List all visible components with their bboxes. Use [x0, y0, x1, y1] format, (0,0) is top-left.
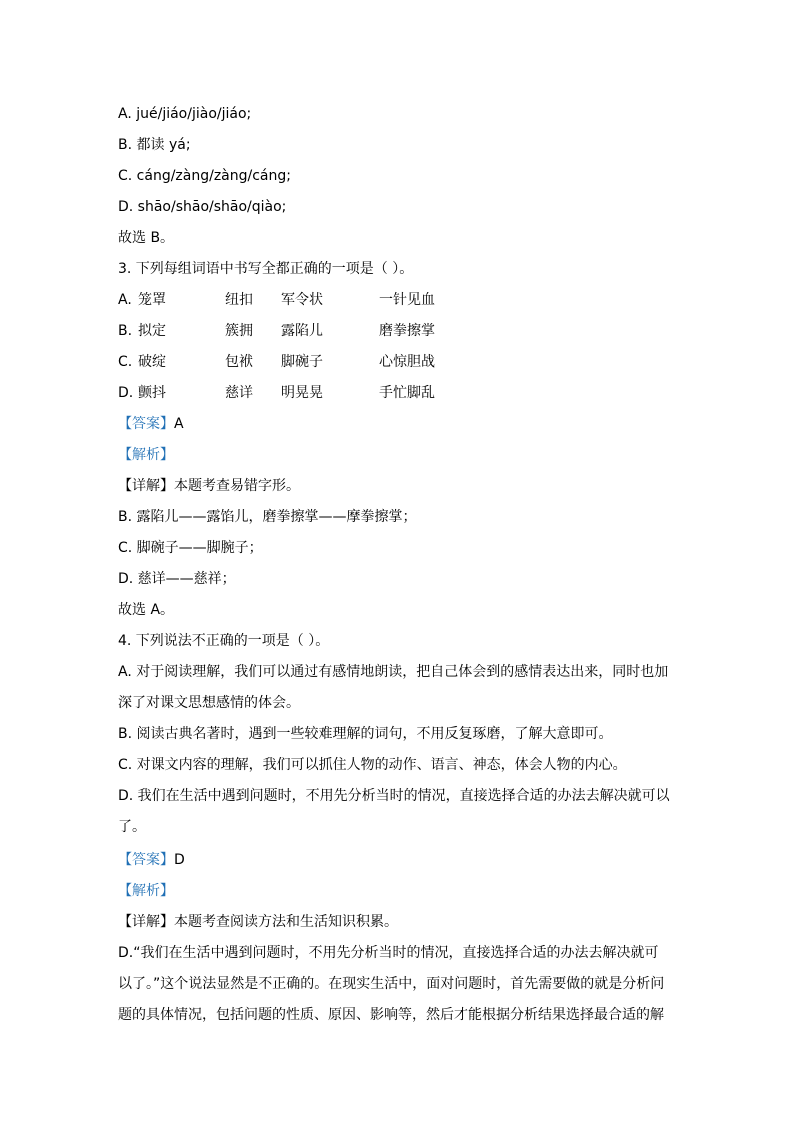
option-word: 纽扣: [225, 292, 253, 308]
q4-option-a-line2: 深了对课文思想感情的体会。: [118, 695, 300, 711]
q3-explanation-b: B. 露陷儿——露馅儿，磨拳擦掌——摩拳擦掌；: [118, 509, 417, 525]
answer-value: A: [174, 416, 184, 432]
option-word: 心惊胆战: [379, 354, 435, 370]
answer-tag: 【答案】: [118, 416, 174, 432]
option-word: 拟定: [138, 323, 166, 339]
option-label: B.: [118, 323, 133, 339]
q2-option-c-pinyin: C. cáng/zàng/zàng/cáng;: [118, 168, 291, 184]
answer-tag: 【答案】: [118, 852, 174, 868]
option-label: C.: [118, 354, 133, 370]
q3-answer: [118, 415, 184, 433]
q4-explanation-line1: D.“我们在生活中遇到问题时，不用先分析当时的情况，直接选择合适的办法去解决就可: [118, 945, 659, 961]
q3-explanation-d: D. 慈详——慈祥；: [118, 571, 236, 587]
option-word: 明晃晃: [281, 385, 323, 401]
q4-option-d-line2: 了。: [118, 819, 146, 835]
option-word: 脚碗子: [281, 354, 323, 370]
q3-choose: 故选 A。: [118, 602, 175, 618]
option-label: D.: [118, 385, 134, 401]
q3-analysis-tag: 【解析】: [118, 447, 174, 463]
q4-option-a-line1: A. 对于阅读理解，我们可以通过有感情地朗读，把自己体会到的感情表达出来，同时也加: [118, 664, 669, 680]
option-word: 一针见血: [379, 292, 435, 308]
option-word: 簇拥: [225, 323, 253, 339]
q3-detail: 【详解】本题考查易错字形。: [118, 478, 300, 494]
q4-stem: 4. 下列说法不正确的一项是（ ）。: [118, 633, 330, 649]
q4-option-c: C. 对课文内容的理解，我们可以抓住人物的动作、语言、神态，体会人物的内心。: [118, 757, 627, 773]
option-word: 军令状: [281, 292, 323, 308]
option-word: 包袱: [225, 354, 253, 370]
option-word: 慈详: [225, 385, 253, 401]
q2-option-a-pinyin: A. jué/jiáo/jiào/jiáo;: [118, 106, 252, 122]
q3-stem: 3. 下列每组词语中书写全都正确的一项是（ ）。: [118, 261, 414, 277]
option-word: 颤抖: [138, 385, 166, 401]
q4-option-b: B. 阅读古典名著时，遇到一些较难理解的词句，不用反复琢磨，了解大意即可。: [118, 726, 613, 742]
q2-option-d-pinyin: D. shāo/shāo/shāo/qiào;: [118, 199, 287, 215]
q3-explanation-c: C. 脚碗子——脚腕子；: [118, 540, 263, 556]
option-word: 手忙脚乱: [379, 385, 435, 401]
q4-answer: [118, 851, 185, 869]
q4-option-d-line1: D. 我们在生活中遇到问题时，不用先分析当时的情况，直接选择合适的办法去解决就可以: [118, 788, 670, 804]
q4-analysis-tag: 【解析】: [118, 883, 174, 899]
option-word: 笼罩: [138, 292, 166, 308]
option-word: 磨拳擦掌: [379, 323, 435, 339]
q2-option-b-pinyin: B. 都读 yá;: [118, 137, 191, 153]
option-label: A.: [118, 292, 132, 308]
q4-explanation-line2: 以了。”这个说法显然是不正确的。在现实生活中，面对问题时，首先需要做的就是分析问: [118, 976, 665, 992]
option-word: 破绽: [138, 354, 166, 370]
q4-explanation-line3: 题的具体情况，包括问题的性质、原因、影响等，然后才能根据分析结果选择最合适的解: [118, 1007, 664, 1023]
option-word: 露陷儿: [281, 323, 323, 339]
q4-detail: 【详解】本题考查阅读方法和生活知识积累。: [118, 914, 398, 930]
q2-choose: 故选 B。: [118, 230, 175, 246]
answer-value: D: [174, 852, 185, 868]
